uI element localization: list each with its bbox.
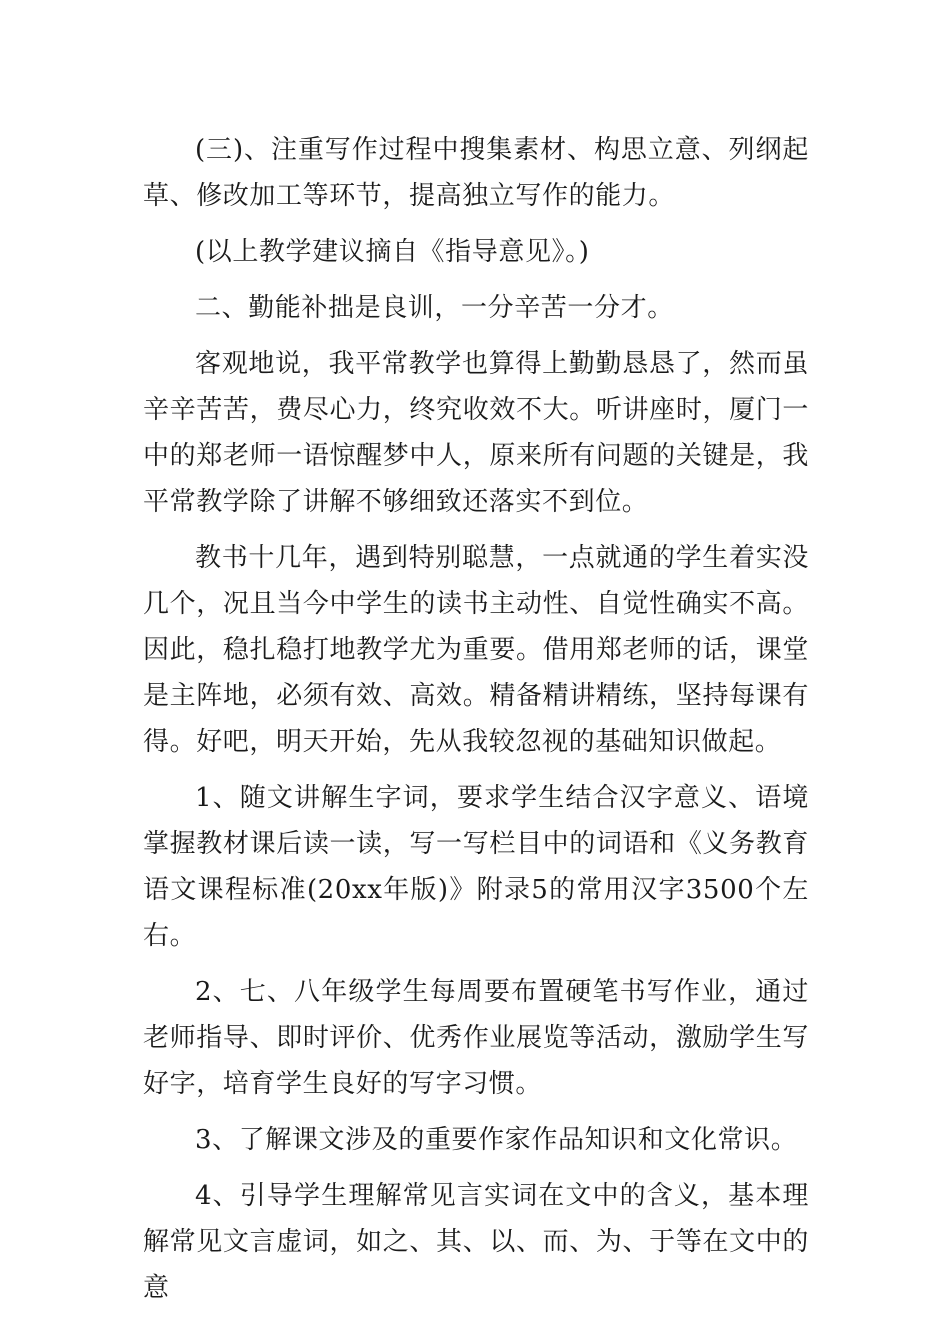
list-item-3: 3、了解课文涉及的重要作家作品知识和文化常识。 xyxy=(195,1125,798,1155)
list-item-4: 4、引导学生理解常见言实词在文中的含义，基本理解常见文言虚词，如之、其、以、而、为、于等在文中的意 xyxy=(143,1181,809,1303)
list-item-2: 2、七、八年级学生每周要布置硬笔书写作业，通过老师指导、即时评价、优秀作业展览等活动，激励学生写好字，培育学生良好的写字习惯。 xyxy=(143,977,809,1099)
paragraph-source-note: (以上教学建议摘自《指导意见》。) xyxy=(195,237,590,267)
list-item-1: 1、随文讲解生字词，要求学生结合汉字意义、语境掌握教材课后读一读，写一写栏目中的词语和《义务教育语文课程标准(20xx年版)》附录5的常用汉字3500个左右。 xyxy=(143,783,809,951)
paragraph-writing-process: (三)、注重写作过程中搜集素材、构思立意、列纲起草、修改加工等环节，提高独立写作的能力。 xyxy=(143,135,809,211)
section-heading-diligence: 二、勤能补拙是良训，一分辛苦一分才。 xyxy=(195,293,674,323)
paragraph-reflection: 客观地说，我平常教学也算得上勤勤恳恳了，然而虽辛辛苦苦，费尽心力，终究收效不大。听讲座时，厦门一中的郑老师一语惊醒梦中人，原来所有问题的关键是，我平常教学除了讲解不够细致还落实不到位。 xyxy=(143,349,809,517)
paragraph-teaching-experience: 教书十几年，遇到特别聪慧，一点就通的学生着实没几个，况且当今中学生的读书主动性、自觉性确实不高。因此，稳扎稳打地教学尤为重要。借用郑老师的话，课堂是主阵地，必须有效、高效。精备精讲精练，坚持每课有得。好吧，明天开始，先从我较忽视的基础知识做起。 xyxy=(143,543,809,757)
document-body xyxy=(143,127,809,1321)
